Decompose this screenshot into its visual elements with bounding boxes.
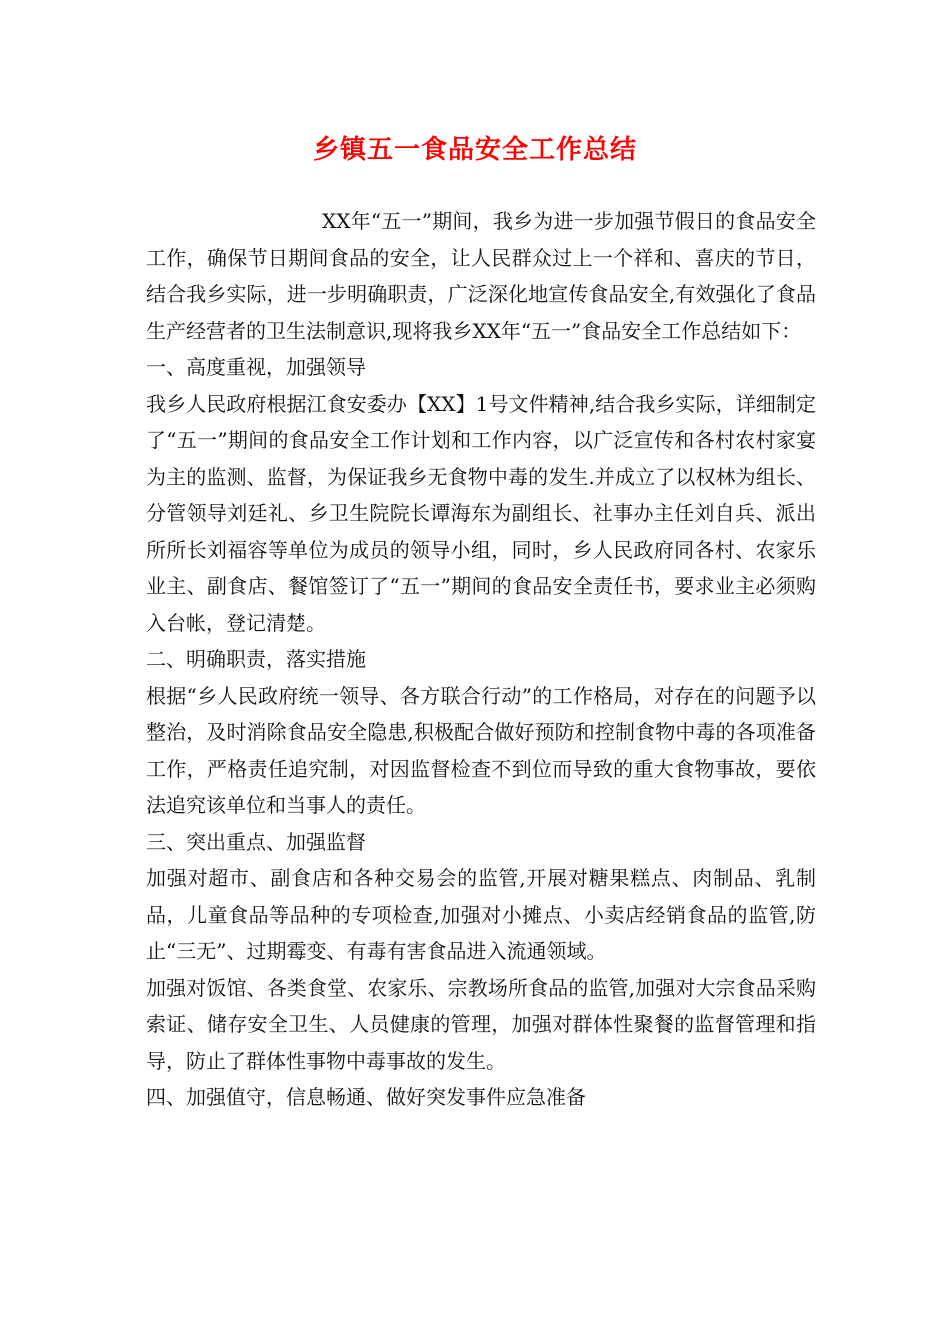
section-heading-2: 二、明确职责，落实措施 [146, 647, 366, 671]
section-heading-3: 三、突出重点、加强监督 [146, 829, 366, 854]
section-heading-4: 四、加强值守，信息畅通、做好突发事件应急准备 [146, 1085, 586, 1109]
document-title: 乡镇五一食品安全工作总结 [312, 135, 637, 165]
section-2-paragraph: 根据“乡人民政府统一领导、各方联合行动”的工作格局，对存在的问题予以整治，及时消除食品安全隐患,积极配合做好预防和控制食物中毒的各项准备工作，严格责任追究制，对因监督检查不到位而导致的重大食物事故，要依法追究该单位和当事人的责任。 [146, 683, 816, 817]
section-1-paragraph: 我乡人民政府根据江食安委办【XX】1号文件精神,结合我乡实际，详细制定了“五一”期间的食品安全工作计划和工作内容，以广泛宣传和各村农村家宴为主的监测、监督，为保证我乡无食物中毒的发生.并成立了以权林为组长、分管领导刘廷礼、乡卫生院院长谭海东为副组长、社事办主任刘自兵、派出所所长刘福容等单位为成员的领导小组，同时，乡人民政府同各村、农家乐业主、副食店、餐馆签订了“五一”期间的食品安全责任书，要求业主必须购入台帐，登记清楚。 [146, 391, 816, 635]
section-heading-1: 一、高度重视，加强领导 [146, 355, 366, 379]
section-3-paragraph-1: 加强对超市、副食店和各种交易会的监管,开展对糖果糕点、肉制品、乳制品，儿童食品等品种的专项检查,加强对小摊点、小卖店经销食品的监管,防止“三无”、过期霉变、有毒有害食品进入流通领域。 [146, 866, 816, 963]
intro-paragraph: XX年“五一”期间，我乡为进一步加强节假日的食品安全工作，确保节日期间食品的安全，让人民群众过上一个祥和、喜庆的节日，结合我乡实际，进一步明确职责，广泛深化地宣传食品安全,有效强化了食品生产经营者的卫生法制意识,现将我乡XX年“五一”食品安全工作总结如下： [146, 209, 816, 343]
section-3-paragraph-2: 加强对饭馆、各类食堂、农家乐、宗教场所食品的监管,加强对大宗食品采购索证、储存安全卫生、人员健康的管理，加强对群体性聚餐的监督管理和指导，防止了群体性事物中毒事故的发生。 [146, 975, 816, 1073]
document-body [146, 203, 816, 1116]
